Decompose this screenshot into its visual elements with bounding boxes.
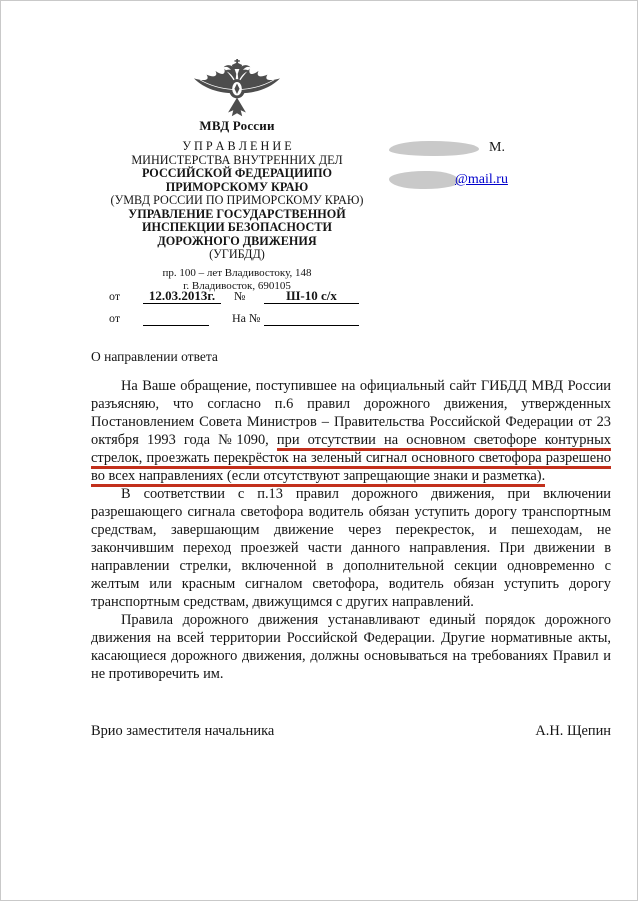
ref-blank-date: [143, 310, 209, 326]
highlighted-clause: при отсутствии на основном светофоре контурных стрелок, проезжать перекрёсток на зеленый сигнал основного светофора разрешено во всех направлениях (если отсутствуют запрещающие знаки и разметка).: [91, 432, 611, 487]
letterhead-line: ИНСПЕКЦИИ БЕЗОПАСНОСТИ: [142, 220, 332, 234]
letterhead: [89, 59, 385, 293]
letter-body: [91, 377, 611, 683]
ref-blank-number: [264, 310, 359, 326]
ref-label-number-sign: №: [234, 289, 246, 303]
letterhead-line: МИНИСТЕРСТВА ВНУТРЕННИХ ДЕЛ: [131, 152, 343, 167]
letterhead-line: (УМВД РОССИИ ПО ПРИМОРСКОМУ КРАЮ): [110, 193, 364, 207]
letterhead-line: ДОРОЖНОГО ДВИЖЕНИЯ: [157, 233, 317, 248]
subject-line: О направлении ответа: [91, 349, 218, 364]
recipient-block: [389, 137, 619, 191]
body-paragraph-2: В соответствии с п.13 правил дорожного движения, при включении разрешающего сигнала светофора водитель обязан уступить дорогу транспортным средствам, завершающим движение через перекресток, и пешеходам, не закончившим переход проезжей части данного направления. При движении в направлении стрелки, включенной в дополнительной секции одновременно с желтым или красным сигналом светофора, водитель обязан уступить дорогу транспортным средствам, движущимся с других направлений.: [91, 486, 611, 610]
paragraph-1-text: На Ваше обращение, поступившее на официальный сайт ГИБДД МВД России разъясняю, что согласно п.6 правил дорожного движения, утвержденных Постановлением Совета Министров – Правительства Российской Федерации от 23 октября 1993 года №1090,: [91, 378, 611, 448]
logo-caption: МВД России: [199, 118, 275, 133]
recipient-name-suffix: М.: [489, 140, 505, 155]
letterhead-line: УПРАВЛЕНИЕ ГОСУДАРСТВЕННОЙ: [128, 206, 346, 221]
address-line: пр. 100 – лет Владивостоку, 148: [162, 266, 312, 279]
address-line: г. Владивосток, 690105: [183, 279, 291, 292]
recipient-email-redaction: [389, 171, 459, 189]
signature-row: [91, 723, 611, 740]
ref-label-ot-1: от: [109, 289, 121, 303]
ref-label-na-number: На №: [232, 311, 261, 325]
body-paragraph-1: [91, 377, 611, 485]
ref-value-date: 12.03.2013г.: [143, 288, 221, 304]
signature-name: А.Н. Щепин: [535, 723, 611, 739]
recipient-name-redaction: [389, 141, 479, 156]
mvd-double-eagle-emblem-icon: [185, 59, 289, 117]
ref-value-number: Ш-10 с/х: [264, 288, 359, 304]
body-paragraph-3: Правила дорожного движения устанавливают единый порядок дорожного движения на всей территории Российской Федерации. Другие нормативные акты, касающиеся дорожного движения, должны основываться на требованиях Правил и не противоречить им.: [91, 612, 611, 682]
letterhead-line: ПРИМОРСКОМУ КРАЮ: [165, 179, 309, 194]
recipient-email-link[interactable]: @mail.ru: [455, 172, 508, 187]
letterhead-line: РОССИЙСКОЙ ФЕДЕРАЦИИПО: [141, 166, 333, 180]
ref-label-ot-2: от: [109, 311, 121, 325]
letterhead-line: (УГИБДД): [209, 247, 265, 261]
letterhead-line: У П Р А В Л Е Н И Е: [182, 139, 292, 153]
signature-title: Врио заместителя начальника: [91, 723, 275, 739]
